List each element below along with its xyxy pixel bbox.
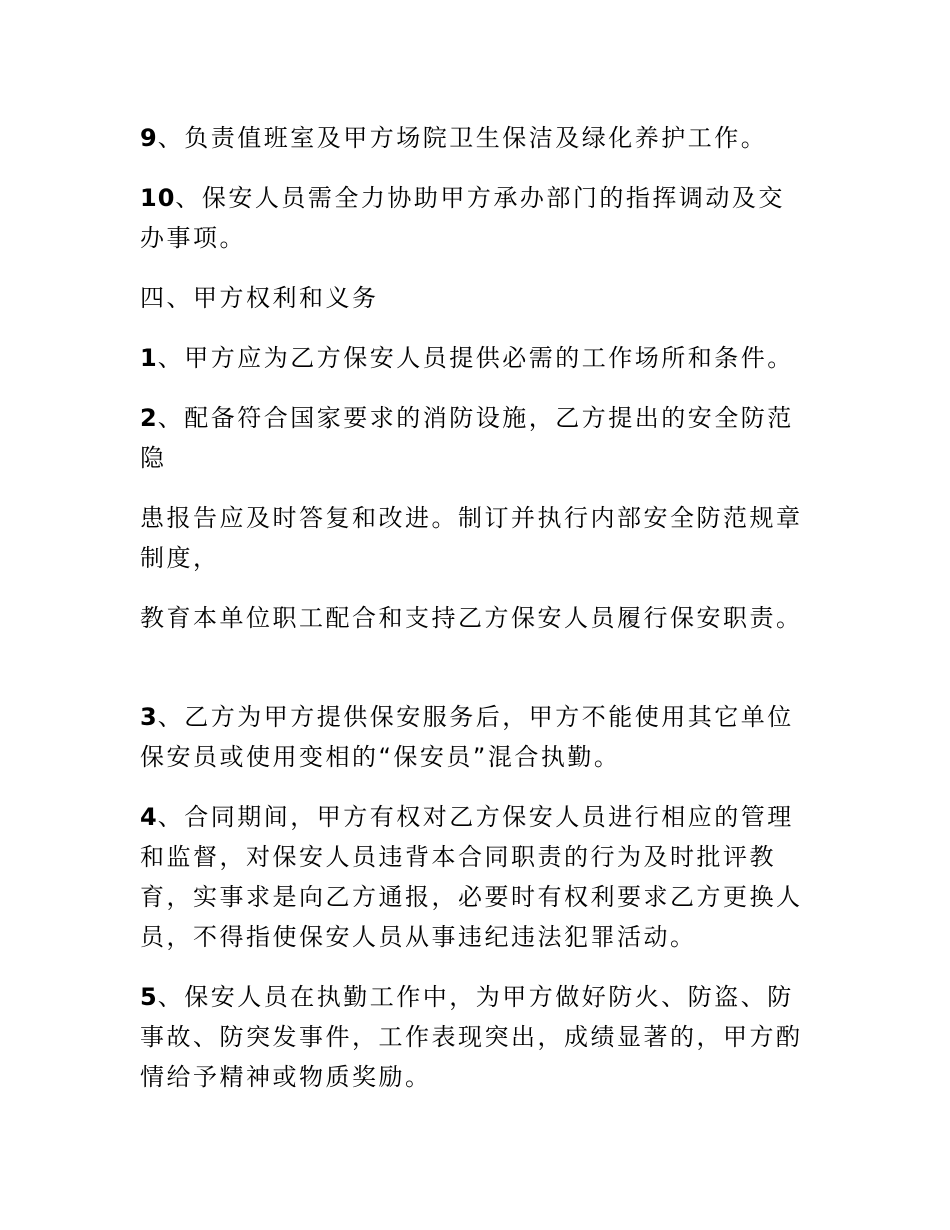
clause-text: 、配备符合国家要求的消防设施，乙方提出的安全防范隐 <box>140 404 794 472</box>
clause-text: 、合同期间，甲方有权对乙方保安人员进行相应的管理和监督，对保安人员违背本合同职责的行为及时批评教育，实事求是向乙方通报，必要时有权利要求乙方更换人员，不得指使保安人员从事违纪违法犯罪活动。 <box>140 803 803 951</box>
clause-4 <box>140 797 810 957</box>
clause-10 <box>140 178 810 258</box>
clause-text: 患报告应及时答复和改进。制订并执行内部安全防范规章制度， <box>140 504 803 572</box>
clause-number: 3 <box>140 703 158 731</box>
clause-2-continued <box>140 498 810 578</box>
clause-number: 9 <box>140 124 158 152</box>
clause-2-continued <box>140 598 810 638</box>
clause-9 <box>140 118 810 158</box>
clause-2 <box>140 398 810 478</box>
clause-1 <box>140 338 810 378</box>
clause-text: 、乙方为甲方提供保安服务后，甲方不能使用其它单位保安员或使用变相的“保安员”混合执勤。 <box>140 703 794 771</box>
clause-number: 1 <box>140 344 158 372</box>
clause-number: 2 <box>140 404 158 432</box>
clause-text: 教育本单位职工配合和支持乙方保安人员履行保安职责。 <box>140 604 803 632</box>
clause-3 <box>140 697 810 777</box>
clause-text: 、甲方应为乙方保安人员提供必需的工作场所和条件。 <box>157 344 794 372</box>
clause-text: 、负责值班室及甲方场院卫生保洁及绿化养护工作。 <box>157 124 768 152</box>
clause-text: 、保安人员需全力协助甲方承办部门的指挥调动及交办事项。 <box>140 184 785 252</box>
clause-number: 4 <box>140 803 158 831</box>
section-heading-text: 四、甲方权利和义务 <box>140 284 379 312</box>
clause-5 <box>140 977 810 1097</box>
clause-text: 、保安人员在执勤工作中，为甲方做好防火、防盗、防事故、防突发事件，工作表现突出，成绩显著的，甲方酌情给予精神或物质奖励。 <box>140 983 803 1091</box>
section-heading <box>140 278 810 318</box>
clause-number: 10 <box>140 184 176 212</box>
clause-number: 5 <box>140 983 158 1011</box>
